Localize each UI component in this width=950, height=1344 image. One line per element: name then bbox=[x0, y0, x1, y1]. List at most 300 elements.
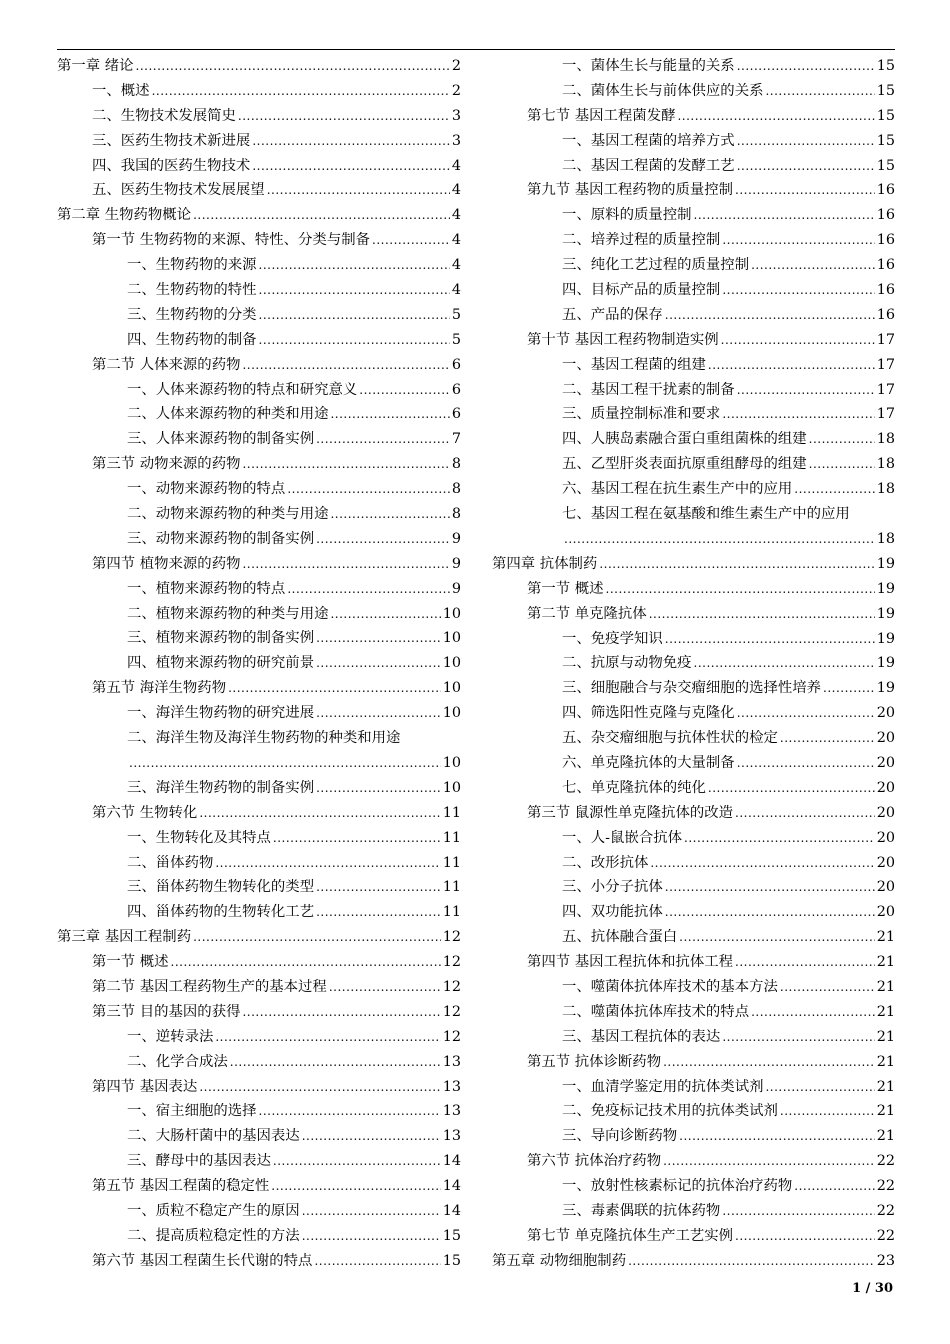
toc-entry[interactable] bbox=[492, 851, 895, 876]
toc-entry[interactable] bbox=[492, 154, 895, 179]
toc-entry-title: 一、宿主细胞的选择 bbox=[127, 1103, 257, 1120]
toc-entry-title: 一、基因工程菌的培养方式 bbox=[562, 132, 735, 149]
toc-entry-page-number: 10 bbox=[442, 630, 461, 647]
toc-entry-page-number: 19 bbox=[876, 605, 895, 622]
dot-leader bbox=[708, 353, 875, 378]
dot-leader bbox=[316, 527, 450, 552]
dot-leader bbox=[259, 303, 450, 328]
toc-entry[interactable] bbox=[57, 826, 461, 851]
toc-entry-page-number: 18 bbox=[876, 530, 895, 547]
toc-entry-page-number: 11 bbox=[442, 829, 461, 846]
toc-entry[interactable] bbox=[492, 54, 895, 79]
dot-leader bbox=[735, 950, 875, 975]
toc-entry[interactable] bbox=[57, 925, 461, 950]
toc-entry-page-number: 18 bbox=[876, 456, 895, 473]
toc-entry[interactable] bbox=[492, 1099, 895, 1124]
toc-entry-title: 第六节 生物转化 bbox=[92, 804, 198, 821]
toc-entry[interactable] bbox=[57, 228, 461, 253]
dot-leader bbox=[649, 602, 875, 627]
dot-leader bbox=[809, 427, 875, 452]
toc-entry[interactable] bbox=[492, 1124, 895, 1149]
dot-leader bbox=[359, 378, 450, 403]
toc-entry[interactable] bbox=[492, 303, 895, 328]
toc-entry-title: 第二节 单克隆抗体 bbox=[527, 605, 647, 622]
toc-entry-page-number: 22 bbox=[876, 1178, 895, 1195]
toc-entry[interactable] bbox=[492, 452, 895, 477]
toc-entry-page-number: 22 bbox=[876, 1227, 895, 1244]
toc-entry-page-number: 16 bbox=[876, 207, 895, 224]
dot-leader bbox=[735, 178, 875, 203]
toc-entry[interactable] bbox=[57, 602, 461, 627]
toc-entry[interactable] bbox=[57, 626, 461, 651]
toc-entry-title: 一、植物来源药物的特点 bbox=[127, 580, 286, 597]
toc-entry-page-number: 12 bbox=[442, 929, 461, 946]
dot-leader bbox=[193, 203, 450, 228]
toc-entry[interactable] bbox=[492, 1025, 895, 1050]
toc-entry[interactable] bbox=[57, 975, 461, 1000]
dot-leader bbox=[329, 975, 441, 1000]
dot-leader bbox=[780, 975, 875, 1000]
toc-entry-page-number: 4 bbox=[451, 207, 461, 224]
toc-entry-page-number: 20 bbox=[876, 829, 895, 846]
dot-leader bbox=[737, 129, 875, 154]
toc-entry[interactable] bbox=[492, 627, 895, 652]
toc-entry[interactable] bbox=[57, 1025, 461, 1050]
toc-entry-title: 七、基因工程在氨基酸和维生素生产中的应用 bbox=[562, 506, 850, 523]
toc-entry-title: 一、噬菌体抗体库技术的基本方法 bbox=[562, 978, 778, 995]
dot-leader bbox=[722, 1025, 874, 1050]
toc-entry[interactable] bbox=[57, 552, 461, 577]
toc-entry[interactable] bbox=[492, 602, 895, 627]
dot-leader bbox=[765, 1075, 874, 1100]
dot-leader bbox=[259, 1099, 441, 1124]
dot-leader bbox=[780, 726, 875, 751]
toc-entry-title: 第二节 人体来源的药物 bbox=[92, 356, 241, 373]
toc-entry-page-number: 21 bbox=[876, 1003, 895, 1020]
toc-entry-page-number: 15 bbox=[876, 58, 895, 74]
toc-entry-page-number: 20 bbox=[876, 705, 895, 722]
dot-leader bbox=[316, 626, 441, 651]
dot-leader bbox=[267, 178, 450, 203]
toc-entry-page-number: 21 bbox=[876, 1103, 895, 1120]
dot-leader bbox=[330, 602, 440, 627]
toc-entry-page-number: 9 bbox=[451, 530, 461, 547]
dot-leader bbox=[252, 154, 450, 179]
toc-entry[interactable] bbox=[57, 1174, 461, 1199]
toc-entry-page-number: 22 bbox=[876, 1153, 895, 1170]
dot-leader bbox=[302, 1224, 441, 1249]
toc-entry[interactable] bbox=[492, 328, 895, 353]
toc-entry[interactable] bbox=[57, 1199, 461, 1224]
toc-entry[interactable] bbox=[492, 278, 895, 303]
toc-entry-title: 二、改形抗体 bbox=[562, 854, 649, 871]
toc-entry-title: 二、人体来源药物的种类和用途 bbox=[127, 406, 329, 423]
toc-entry-page-number: 11 bbox=[442, 879, 461, 896]
toc-entry-page-number: 14 bbox=[442, 1178, 461, 1195]
toc-entry-title: 第三节 鼠源性单克隆抗体的改造 bbox=[527, 804, 734, 821]
toc-entry[interactable] bbox=[492, 129, 895, 154]
toc-entry[interactable] bbox=[492, 676, 895, 701]
toc-entry[interactable] bbox=[492, 104, 895, 129]
toc-entry-page-number: 17 bbox=[876, 356, 895, 373]
toc-entry[interactable] bbox=[492, 1000, 895, 1025]
dot-leader bbox=[722, 278, 874, 303]
toc-entry[interactable] bbox=[492, 801, 895, 826]
header-rule bbox=[57, 49, 895, 50]
toc-entry[interactable] bbox=[57, 154, 461, 179]
toc-entry[interactable] bbox=[492, 776, 895, 801]
dot-leader bbox=[780, 1099, 875, 1124]
toc-entry-page-number: 23 bbox=[876, 1252, 895, 1269]
toc-entry[interactable] bbox=[492, 1174, 895, 1199]
dot-leader bbox=[722, 1199, 874, 1224]
toc-entry-title: 六、单克隆抗体的大量制备 bbox=[562, 754, 735, 771]
toc-entry-title: 三、细胞融合与杂交瘤细胞的选择性培养 bbox=[562, 680, 822, 697]
toc-entry[interactable] bbox=[492, 1199, 895, 1224]
toc-entry[interactable] bbox=[57, 178, 461, 203]
toc-entry-page-number: 17 bbox=[876, 406, 895, 423]
toc-entry-title: 五、医药生物技术发展展望 bbox=[92, 182, 265, 199]
toc-entry-page-number: 13 bbox=[442, 1053, 461, 1070]
dot-leader bbox=[628, 1249, 875, 1274]
toc-entry[interactable] bbox=[492, 975, 895, 1000]
toc-entry[interactable] bbox=[57, 278, 461, 303]
toc-entry-page-number: 21 bbox=[876, 978, 895, 995]
toc-entry-title: 一、菌体生长与能量的关系 bbox=[562, 58, 735, 74]
dot-leader bbox=[684, 826, 875, 851]
toc-entry[interactable] bbox=[57, 726, 461, 776]
dot-leader bbox=[242, 552, 449, 577]
toc-entry-page-number: 17 bbox=[876, 331, 895, 348]
dot-leader bbox=[599, 552, 874, 577]
toc-entry[interactable] bbox=[492, 402, 895, 427]
toc-entry[interactable] bbox=[492, 378, 895, 403]
toc-entry[interactable] bbox=[57, 1249, 461, 1274]
toc-entry[interactable] bbox=[492, 1075, 895, 1100]
toc-entry-title: 三、人体来源药物的制备实例 bbox=[127, 431, 315, 448]
toc-entry-title: 二、化学合成法 bbox=[127, 1053, 228, 1070]
toc-entry[interactable] bbox=[57, 1124, 461, 1149]
toc-entry[interactable] bbox=[57, 328, 461, 353]
toc-entry[interactable] bbox=[492, 79, 895, 104]
toc-entry-page-number: 21 bbox=[876, 1128, 895, 1145]
toc-entry-page-number: 10 bbox=[442, 605, 461, 622]
toc-entry-title: 三、毒素偶联的抗体药物 bbox=[562, 1202, 721, 1219]
toc-entry-page-number: 10 bbox=[442, 655, 461, 672]
toc-column-left bbox=[57, 54, 461, 1274]
toc-entry[interactable] bbox=[57, 502, 461, 527]
toc-entry-title: 一、质粒不稳定产生的原因 bbox=[127, 1202, 300, 1219]
toc-entry[interactable] bbox=[57, 950, 461, 975]
toc-entry[interactable] bbox=[492, 552, 895, 577]
toc-entry[interactable] bbox=[57, 701, 461, 726]
toc-entry-title: 第一节 生物药物的来源、特性、分类与制备 bbox=[92, 232, 370, 249]
toc-entry-page-number: 10 bbox=[442, 779, 461, 796]
dot-leader bbox=[136, 54, 450, 79]
toc-entry[interactable] bbox=[57, 427, 461, 452]
toc-entry-title: 二、海洋生物及海洋生物药物的种类和用途 bbox=[127, 730, 401, 747]
toc-entry[interactable] bbox=[57, 776, 461, 801]
toc-entry[interactable] bbox=[492, 228, 895, 253]
dot-leader bbox=[302, 1124, 441, 1149]
toc-entry-title: 一、免疫学知识 bbox=[562, 630, 663, 647]
toc-entry[interactable] bbox=[492, 751, 895, 776]
toc-entry-page-number: 19 bbox=[876, 555, 895, 572]
dot-leader bbox=[721, 328, 875, 353]
dot-leader bbox=[259, 253, 450, 278]
dot-leader bbox=[737, 751, 875, 776]
dot-leader bbox=[259, 328, 450, 353]
dot-leader bbox=[765, 79, 874, 104]
toc-entry-page-number: 15 bbox=[876, 82, 895, 99]
toc-entry-page-number: 20 bbox=[876, 804, 895, 821]
toc-entry[interactable] bbox=[57, 477, 461, 502]
toc-entry-page-number: 2 bbox=[451, 58, 461, 74]
toc-entry-page-number: 13 bbox=[442, 1128, 461, 1145]
toc-entry[interactable] bbox=[57, 129, 461, 154]
dot-leader bbox=[665, 303, 875, 328]
toc-entry-page-number: 5 bbox=[451, 331, 461, 348]
toc-entry[interactable] bbox=[57, 527, 461, 552]
toc-entry[interactable] bbox=[57, 1050, 461, 1075]
toc-entry[interactable] bbox=[57, 79, 461, 104]
toc-entry-title: 三、生物药物的分类 bbox=[127, 306, 257, 323]
dot-leader bbox=[152, 79, 450, 104]
toc-entry-title: 四、生物药物的制备 bbox=[127, 331, 257, 348]
toc-entry-page-number: 4 bbox=[451, 282, 461, 299]
toc-entry-title: 第四节 基因表达 bbox=[92, 1078, 198, 1095]
toc-entry-title: 第三节 动物来源的药物 bbox=[92, 456, 241, 473]
dot-leader bbox=[238, 104, 450, 129]
dot-leader bbox=[259, 278, 450, 303]
toc-entry-page-number: 13 bbox=[442, 1103, 461, 1120]
toc-entry-page-number: 16 bbox=[876, 282, 895, 299]
toc-entry[interactable] bbox=[57, 851, 461, 876]
dot-leader bbox=[129, 751, 441, 776]
toc-entry[interactable] bbox=[492, 1149, 895, 1174]
toc-entry-page-number: 20 bbox=[876, 854, 895, 871]
toc-entry-page-number: 16 bbox=[876, 257, 895, 274]
toc-entry-page-number: 12 bbox=[442, 1028, 461, 1045]
toc-entry[interactable] bbox=[57, 378, 461, 403]
toc-entry-page-number: 21 bbox=[876, 1078, 895, 1095]
toc-entry-page-number: 19 bbox=[876, 630, 895, 647]
dot-leader bbox=[228, 676, 441, 701]
toc-entry-page-number: 21 bbox=[876, 1053, 895, 1070]
toc-entry-page-number: 21 bbox=[876, 929, 895, 946]
toc-entry-title: 第一节 概述 bbox=[527, 580, 604, 597]
toc-entry-title: 五、抗体融合蛋白 bbox=[562, 929, 678, 946]
toc-entry[interactable] bbox=[492, 1224, 895, 1249]
dot-leader bbox=[722, 402, 874, 427]
toc-entry-title: 一、人体来源药物的特点和研究意义 bbox=[127, 381, 358, 398]
toc-entry[interactable] bbox=[57, 577, 461, 602]
toc-entry-page-number: 7 bbox=[451, 431, 461, 448]
toc-entry[interactable] bbox=[492, 1050, 895, 1075]
toc-entry-page-number: 20 bbox=[876, 904, 895, 921]
toc-entry[interactable] bbox=[492, 353, 895, 378]
dot-leader bbox=[193, 925, 441, 950]
dot-leader bbox=[271, 1174, 440, 1199]
toc-entry-title: 二、提高质粒稳定性的方法 bbox=[127, 1227, 300, 1244]
toc-entry-title: 第二节 基因工程药物生产的基本过程 bbox=[92, 978, 327, 995]
toc-entry-title: 四、筛选阳性克隆与克隆化 bbox=[562, 705, 735, 722]
toc-entry-page-number: 14 bbox=[442, 1153, 461, 1170]
toc-entry-title: 三、质量控制标准和要求 bbox=[562, 406, 721, 423]
toc-entry[interactable] bbox=[57, 104, 461, 129]
toc-entry[interactable] bbox=[492, 502, 895, 552]
toc-entry-page-number: 15 bbox=[876, 107, 895, 124]
toc-entry[interactable] bbox=[57, 1099, 461, 1124]
dot-leader bbox=[316, 701, 441, 726]
dot-leader bbox=[199, 1075, 440, 1100]
dot-leader bbox=[242, 1000, 440, 1025]
dot-leader bbox=[199, 801, 440, 826]
toc-entry-page-number: 10 bbox=[442, 705, 461, 722]
toc-entry[interactable] bbox=[57, 676, 461, 701]
toc-entry-title: 四、甾体药物的生物转化工艺 bbox=[127, 904, 315, 921]
toc-entry[interactable] bbox=[57, 203, 461, 228]
toc-entry-title: 第五节 海洋生物药物 bbox=[92, 680, 227, 697]
toc-entry-page-number: 15 bbox=[876, 132, 895, 149]
dot-leader bbox=[314, 1249, 440, 1274]
toc-entry-page-number: 14 bbox=[442, 1202, 461, 1219]
toc-entry-title: 五、产品的保存 bbox=[562, 306, 663, 323]
dot-leader bbox=[316, 900, 441, 925]
toc-entry-title: 第七节 基因工程菌发酵 bbox=[527, 107, 676, 124]
dot-leader bbox=[273, 826, 441, 851]
toc-entry-title: 第七节 单克隆抗体生产工艺实例 bbox=[527, 1227, 734, 1244]
toc-entry-title: 四、我国的医药生物技术 bbox=[92, 157, 251, 174]
dot-leader bbox=[316, 651, 441, 676]
toc-entry[interactable] bbox=[57, 303, 461, 328]
toc-entry-page-number: 9 bbox=[451, 555, 461, 572]
toc-entry-title: 第三节 目的基因的获得 bbox=[92, 1003, 241, 1020]
toc-entry[interactable] bbox=[492, 925, 895, 950]
dot-leader bbox=[663, 1050, 875, 1075]
dot-leader bbox=[737, 54, 875, 79]
toc-entry-page-number: 15 bbox=[442, 1227, 461, 1244]
toc-entry-page-number: 6 bbox=[451, 381, 461, 398]
dot-leader bbox=[316, 776, 441, 801]
toc-entry[interactable] bbox=[492, 826, 895, 851]
dot-leader bbox=[677, 104, 874, 129]
dot-leader bbox=[737, 378, 875, 403]
dot-leader bbox=[751, 1000, 875, 1025]
toc-entry-page-number: 18 bbox=[876, 431, 895, 448]
toc-entry[interactable] bbox=[492, 477, 895, 502]
toc-entry-title: 三、海洋生物药物的制备实例 bbox=[127, 779, 315, 796]
toc-entry[interactable] bbox=[492, 950, 895, 975]
dot-leader bbox=[809, 452, 875, 477]
toc-entry-page-number: 19 bbox=[876, 655, 895, 672]
dot-leader bbox=[242, 452, 449, 477]
dot-leader bbox=[273, 1149, 441, 1174]
toc-entry-title: 二、抗原与动物免疫 bbox=[562, 655, 692, 672]
toc-entry-title: 一、原料的质量控制 bbox=[562, 207, 692, 224]
dot-leader bbox=[665, 900, 875, 925]
dot-leader bbox=[708, 776, 875, 801]
dot-leader bbox=[215, 1025, 440, 1050]
toc-entry-page-number: 8 bbox=[451, 506, 461, 523]
toc-entry-title: 第四章 抗体制药 bbox=[492, 555, 598, 572]
toc-entry-page-number: 16 bbox=[876, 182, 895, 199]
toc-entry[interactable] bbox=[492, 1249, 895, 1274]
toc-entry[interactable] bbox=[492, 651, 895, 676]
toc-entry-page-number: 17 bbox=[876, 381, 895, 398]
toc-entry-title: 第十节 基因工程药物制造实例 bbox=[527, 331, 719, 348]
dot-leader bbox=[564, 527, 875, 552]
toc-entry[interactable] bbox=[57, 1224, 461, 1249]
toc-entry[interactable] bbox=[57, 801, 461, 826]
toc-entry-page-number: 3 bbox=[451, 107, 461, 124]
toc-entry-title: 四、双功能抗体 bbox=[562, 904, 663, 921]
toc-entry[interactable] bbox=[57, 253, 461, 278]
dot-leader bbox=[735, 801, 875, 826]
toc-entry[interactable] bbox=[492, 253, 895, 278]
dot-leader bbox=[330, 502, 449, 527]
toc-entry[interactable] bbox=[57, 402, 461, 427]
toc-entry-title: 五、杂交瘤细胞与抗体性状的检定 bbox=[562, 730, 778, 747]
toc-entry[interactable] bbox=[492, 875, 895, 900]
toc-entry[interactable] bbox=[492, 178, 895, 203]
toc-entry-page-number: 4 bbox=[451, 157, 461, 174]
toc-entry-title: 第二章 生物药物概论 bbox=[57, 207, 192, 224]
toc-entry[interactable] bbox=[492, 701, 895, 726]
toc-entry[interactable] bbox=[57, 452, 461, 477]
toc-entry-page-number: 3 bbox=[451, 132, 461, 149]
toc-entry[interactable] bbox=[57, 875, 461, 900]
toc-entry[interactable] bbox=[57, 353, 461, 378]
toc-entry-title: 二、植物来源药物的种类与用途 bbox=[127, 605, 329, 622]
dot-leader bbox=[302, 1199, 441, 1224]
toc-entry-title: 二、基因工程菌的发酵工艺 bbox=[562, 157, 735, 174]
toc-entry-title: 二、生物药物的特性 bbox=[127, 282, 257, 299]
toc-entry-title: 第六节 抗体治疗药物 bbox=[527, 1153, 662, 1170]
toc-entry-title: 三、动物来源药物的制备实例 bbox=[127, 530, 315, 547]
dot-leader bbox=[606, 577, 875, 602]
toc-entry-title: 二、噬菌体抗体库技术的特点 bbox=[562, 1003, 750, 1020]
toc-entry-page-number: 11 bbox=[442, 854, 461, 871]
toc-entry-title: 三、纯化工艺过程的质量控制 bbox=[562, 257, 750, 274]
dot-leader bbox=[794, 477, 874, 502]
dot-leader bbox=[287, 577, 450, 602]
toc-entry-title: 一、海洋生物药物的研究进展 bbox=[127, 705, 315, 722]
toc-entry[interactable] bbox=[57, 1075, 461, 1100]
toc-entry-page-number: 11 bbox=[442, 804, 461, 821]
toc-entry-page-number: 20 bbox=[876, 879, 895, 896]
toc-entry[interactable] bbox=[492, 726, 895, 751]
toc-column-right bbox=[492, 54, 895, 1274]
toc-entry[interactable] bbox=[492, 203, 895, 228]
toc-entry[interactable] bbox=[492, 900, 895, 925]
toc-entry[interactable] bbox=[57, 54, 461, 79]
toc-entry-page-number: 4 bbox=[451, 232, 461, 249]
toc-entry[interactable] bbox=[57, 651, 461, 676]
dot-leader bbox=[722, 228, 874, 253]
toc-entry-title: 二、免疫标记技术用的抗体类试剂 bbox=[562, 1103, 778, 1120]
toc-entry[interactable] bbox=[492, 427, 895, 452]
toc-entry[interactable] bbox=[57, 1149, 461, 1174]
toc-entry[interactable] bbox=[492, 577, 895, 602]
page-indicator: 1 / 30 bbox=[852, 1281, 893, 1296]
toc-entry-page-number: 6 bbox=[451, 356, 461, 373]
toc-entry[interactable] bbox=[57, 1000, 461, 1025]
toc-entry-title: 二、动物来源药物的种类与用途 bbox=[127, 506, 329, 523]
toc-entry-title: 第一章 绪论 bbox=[57, 58, 134, 74]
toc-entry[interactable] bbox=[57, 900, 461, 925]
toc-entry-page-number: 20 bbox=[876, 730, 895, 747]
